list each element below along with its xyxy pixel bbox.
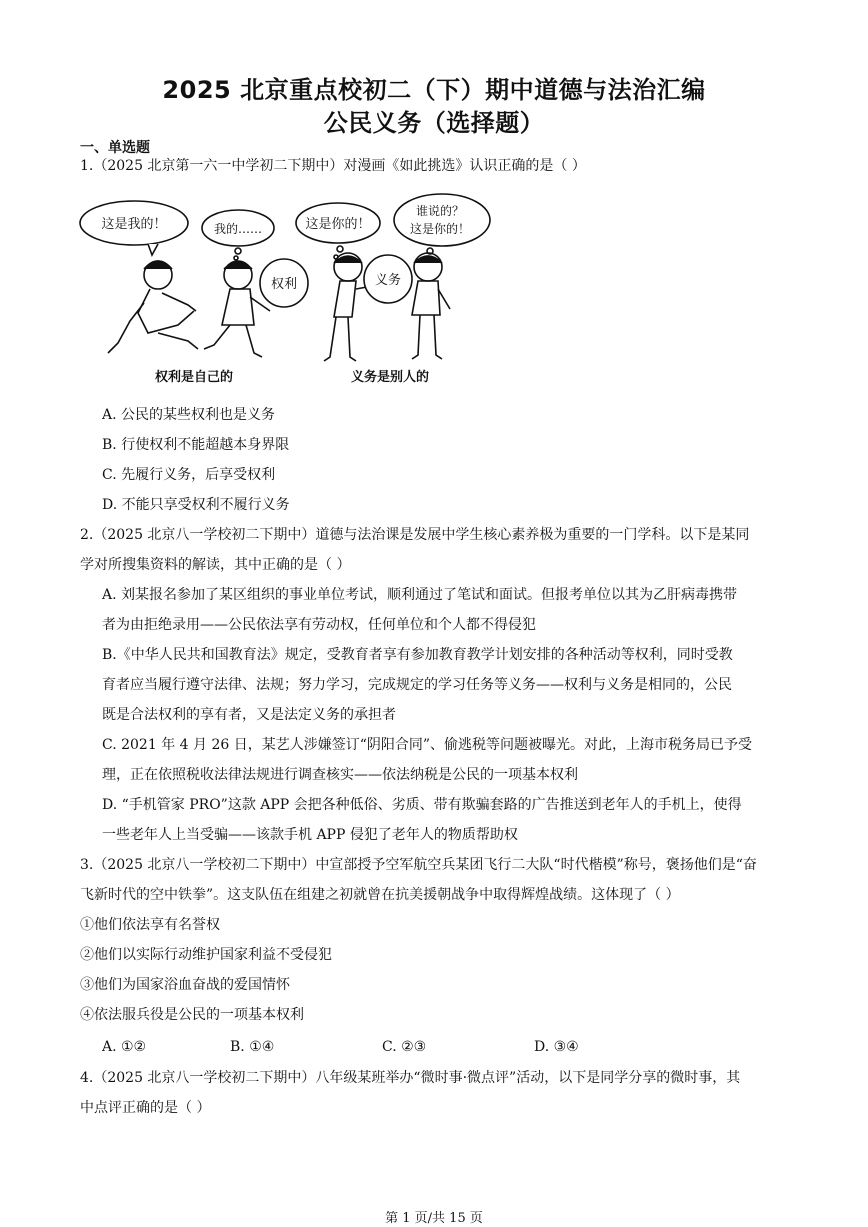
q2-option-b-line3: 既是合法权利的享有者，又是法定义务的承担者: [102, 707, 396, 723]
q2-stem-line2: 学对所搜集资料的解读，其中正确的是（ ）: [80, 557, 351, 573]
q2-option-a-line2: 者为由拒绝录用——公民依法享有劳动权，任何单位和个人都不得侵犯: [102, 617, 536, 633]
bubble-4-text-2: 这是你的！: [409, 222, 471, 236]
q3-item-4: ④依法服兵役是公民的一项基本权利: [80, 1007, 304, 1023]
document-title: 2025 北京重点校初二（下）期中道德与法治汇编: [162, 76, 706, 104]
q1-option-d: D. 不能只享受权利不履行义务: [102, 497, 290, 513]
q2-option-a-line1: A. 刘某报名参加了某区组织的事业单位考试，顺利通过了笔试和面试。但报考单位以其为乙肝病毒携带: [102, 587, 738, 603]
bubble-3-text: 这是你的！: [305, 217, 371, 232]
bubble-4-text-1: 谁说的？: [415, 204, 465, 218]
q2-option-b-line2: 育者应当履行遵守法律、法规；努力学习，完成规定的学习任务等义务——权利与义务是相同的，公民: [102, 677, 732, 693]
q1-option-b: B. 行使权利不能超越本身界限: [102, 437, 290, 453]
q3-stem-line1: 3.（2025 北京八一学校初二下期中）中宣部授予空军航空兵某团飞行二大队“时代楷模”称号，褒扬他们是“奋: [80, 857, 757, 873]
q1-option-a: A. 公民的某些权利也是义务: [102, 407, 276, 423]
caption-right: 义务是别人的: [350, 370, 430, 385]
q2-stem-line1: 2.（2025 北京八一学校初二下期中）道德与法治课是发展中学生核心素养极为重要的一门学科。以下是某同: [80, 527, 750, 543]
q3-item-1: ①他们依法享有名誉权: [80, 917, 220, 933]
q1-option-c: C. 先履行义务，后享受权利: [102, 467, 276, 483]
q3-choice-a: A. ①②: [102, 1039, 147, 1055]
bubble-4: [394, 194, 490, 246]
q3-item-2: ②他们以实际行动维护国家利益不受侵犯: [80, 947, 332, 963]
q2-option-c-line1: C. 2021 年 4 月 26 日，某艺人涉嫌签订“阴阳合同”、偷逃税等问题被曝光。对此，上海市税务局已予受: [102, 737, 753, 753]
bubble-1-text: 这是我的！: [101, 217, 167, 232]
q3-choice-d: D. ③④: [534, 1039, 579, 1055]
q3-stem-line2: 飞新时代的空中铁拳”。这支队伍在组建之初就曾在抗美援朝战争中取得辉煌战绩。这体现了（ ）: [80, 887, 680, 903]
q1-cartoon: [78, 193, 498, 393]
section-heading: 一、单选题: [80, 140, 150, 156]
q2-option-b-line1: B.《中华人民共和国教育法》规定，受教育者享有参加教育教学计划安排的各种活动等权利，同时受教: [102, 647, 733, 663]
ball-rights-label: 权利: [270, 277, 298, 292]
q1-stem: 1.（2025 北京第一六一中学初二下期中）对漫画《如此挑选》认识正确的是（ ）: [80, 158, 586, 174]
q4-stem-line1: 4.（2025 北京八一学校初二下期中）八年级某班举办“微时事·微点评”活动，以下是同学分享的微时事，其: [80, 1070, 741, 1086]
q3-choice-b: B. ①④: [230, 1039, 275, 1055]
q4-stem-line2: 中点评正确的是（ ）: [80, 1100, 211, 1116]
q2-option-c-line2: 理，正在依照税收法律法规进行调查核实——依法纳税是公民的一项基本权利: [102, 767, 578, 783]
document-subtitle: 公民义务（选择题）: [323, 109, 545, 137]
ball-duty-label: 义务: [374, 273, 402, 288]
caption-left: 权利是自己的: [154, 370, 234, 385]
page-number: 第 1 页/共 15 页: [385, 1211, 483, 1226]
q3-item-3: ③他们为国家浴血奋战的爱国情怀: [80, 977, 290, 993]
bubble-2-text: 我的……: [213, 222, 263, 236]
q2-option-d-line1: D. “手机管家 PRO”这款 APP 会把各种低俗、劣质、带有欺骗套路的广告推送到老年人的手机上，使得: [102, 797, 742, 813]
q3-choice-c: C. ②③: [382, 1039, 427, 1055]
q2-option-d-line2: 一些老年人上当受骗——该款手机 APP 侵犯了老年人的物质帮助权: [102, 827, 518, 843]
